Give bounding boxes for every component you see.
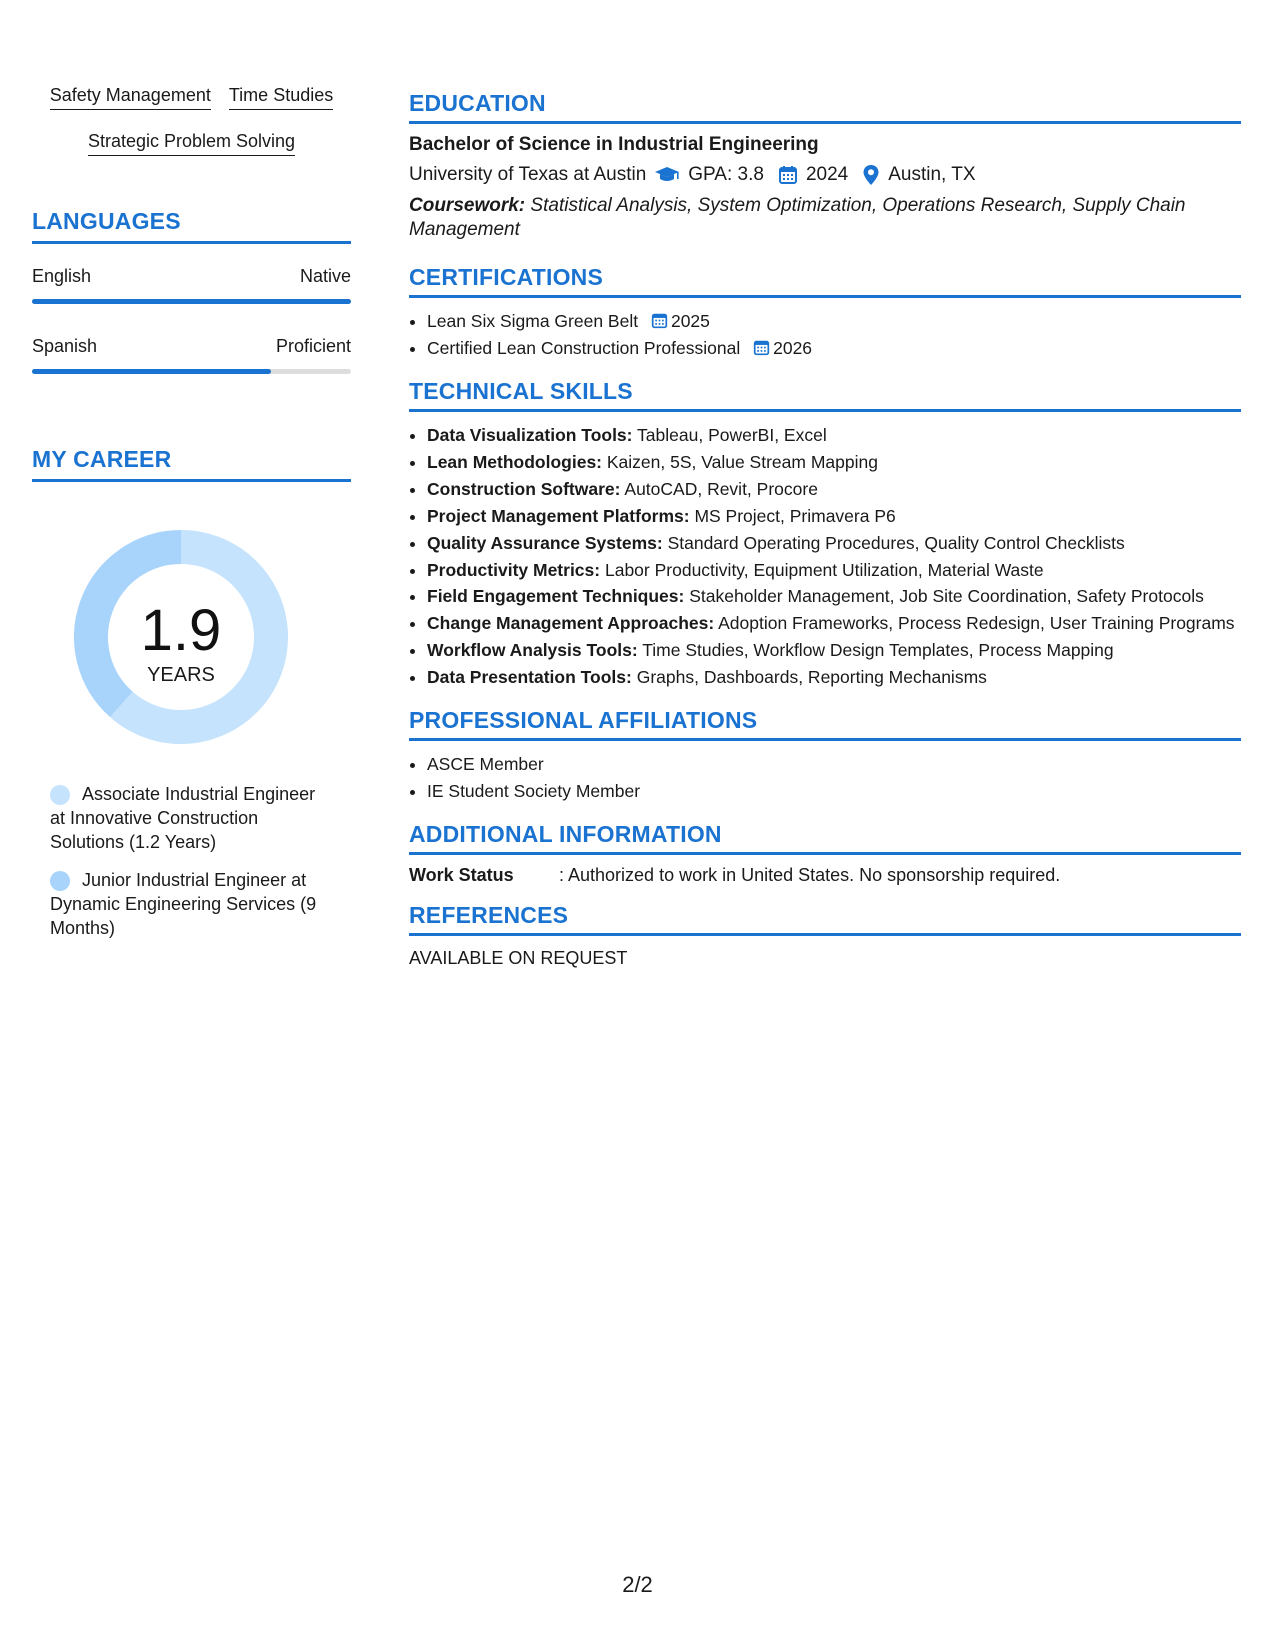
- references-text: AVAILABLE ON REQUEST: [409, 948, 628, 969]
- language-bar-fill: [32, 299, 351, 304]
- coursework-list: Statistical Analysis, System Optimization, Operations Research, Supply Chain Management: [409, 195, 1186, 240]
- skill-key: Data Presentation Tools:: [427, 667, 632, 688]
- language-level: Native: [299, 266, 351, 286]
- location-pin-icon: [862, 164, 880, 186]
- skill-item: [427, 422, 1241, 449]
- certification-year: 2026: [773, 338, 813, 358]
- career-legend-item: [50, 868, 335, 940]
- skill-tag: Strategic Problem Solving: [88, 130, 295, 156]
- skill-item: [427, 583, 1241, 610]
- calendar-icon: [778, 165, 798, 185]
- skill-value: Time Studies, Workflow Design Templates, Process Mapping: [642, 640, 1114, 661]
- language-name: Spanish: [32, 336, 98, 356]
- skill-key: Construction Software:: [427, 478, 621, 499]
- certification-item: [427, 308, 1241, 335]
- technical-skills-list: [409, 422, 1241, 691]
- languages-heading: LANGUAGES: [32, 208, 351, 244]
- career-legend-label: Junior Industrial Engineer at Dynamic Engineering Services (9 Months): [50, 870, 317, 938]
- language-bar: [32, 299, 351, 304]
- career-donut: [66, 522, 296, 752]
- language-bar-fill: [32, 369, 271, 374]
- affiliations-section: [409, 707, 1241, 805]
- work-status-row: [409, 865, 1241, 886]
- career-section: [32, 446, 351, 940]
- legend-dot-icon: [50, 871, 70, 891]
- affiliations-list: [409, 751, 1241, 805]
- certifications-list: [409, 308, 1241, 362]
- career-total-years: 1.9: [140, 598, 222, 663]
- education-section: [409, 90, 1241, 242]
- affiliations-heading: PROFESSIONAL AFFILIATIONS: [409, 707, 1241, 741]
- skill-key: Lean Methodologies:: [427, 451, 602, 472]
- left-column: [32, 84, 351, 954]
- language-level: Proficient: [275, 336, 351, 356]
- certification-item: [427, 335, 1241, 362]
- right-column: [409, 90, 1241, 969]
- gpa: GPA: 3.8: [688, 164, 764, 185]
- career-total-unit: YEARS: [147, 664, 215, 686]
- certification-name: Lean Six Sigma Green Belt: [427, 311, 639, 331]
- work-status-key: Work Status: [409, 865, 514, 886]
- skill-item: [427, 530, 1241, 557]
- work-status-value: : Authorized to work in United States. No sponsorship required.: [559, 865, 1061, 886]
- skill-value: Tableau, PowerBI, Excel: [637, 425, 827, 445]
- skill-tag: Time Studies: [229, 84, 333, 110]
- coursework-label: Coursework:: [409, 195, 526, 216]
- skill-key: Quality Assurance Systems:: [427, 532, 663, 553]
- affiliation-item: • IE Student Society Member: [427, 778, 1241, 805]
- certifications-heading: CERTIFICATIONS: [409, 264, 1241, 298]
- skill-key: Data Visualization Tools:: [427, 425, 633, 445]
- career-legend: [50, 782, 335, 940]
- page-number: 2/2: [622, 1572, 653, 1597]
- additional-info-heading: ADDITIONAL INFORMATION: [409, 821, 1241, 855]
- skill-item: [427, 637, 1241, 664]
- affiliation-item: • ASCE Member: [427, 751, 1241, 778]
- career-legend-item: [50, 782, 335, 854]
- skill-value: Labor Productivity, Equipment Utilization, Material Waste: [604, 559, 1044, 580]
- technical-skills-section: [409, 378, 1241, 691]
- languages-section: [32, 208, 351, 374]
- language-name: English: [32, 266, 92, 286]
- school-name: University of Texas at Austin: [409, 164, 647, 185]
- language-item: [32, 336, 351, 374]
- calendar-icon: [753, 339, 770, 356]
- language-item: [32, 266, 351, 304]
- skill-item: [427, 557, 1241, 584]
- skill-value: Kaizen, 5S, Value Stream Mapping: [606, 451, 878, 472]
- skill-key: Change Management Approaches:: [427, 613, 715, 634]
- skill-item: [427, 449, 1241, 476]
- graduation-year: 2024: [805, 164, 849, 185]
- skill-value: MS Project, Primavera P6: [694, 505, 896, 526]
- certifications-section: [409, 264, 1241, 362]
- skill-value: Standard Operating Procedures, Quality Control Checklists: [667, 532, 1125, 553]
- references-section: [409, 902, 1241, 969]
- legend-dot-icon: [50, 785, 70, 805]
- calendar-icon: [651, 312, 668, 329]
- skill-key: Field Engagement Techniques:: [427, 586, 685, 607]
- skill-key: Project Management Platforms:: [427, 505, 690, 526]
- skill-tag: Safety Management: [50, 84, 211, 110]
- references-heading: REFERENCES: [409, 902, 1241, 936]
- career-legend-label: Associate Industrial Engineer at Innovative Construction Solutions (1.2 Years): [50, 784, 316, 852]
- skill-tags: [32, 84, 351, 156]
- certification-year: 2025: [670, 311, 710, 331]
- skill-item: [427, 476, 1241, 503]
- skill-item: [427, 503, 1241, 530]
- career-heading: MY CAREER: [32, 446, 351, 482]
- degree-title: Bachelor of Science in Industrial Engineering: [409, 134, 819, 155]
- skill-item: [427, 610, 1241, 637]
- skill-value: Graphs, Dashboards, Reporting Mechanisms: [636, 667, 987, 688]
- school-location: Austin, TX: [888, 164, 976, 185]
- education-heading: EDUCATION: [409, 90, 1241, 124]
- graduation-cap-icon: [654, 165, 680, 185]
- certification-name: Certified Lean Construction Professional: [427, 338, 741, 358]
- skill-key: Productivity Metrics:: [427, 559, 601, 580]
- additional-info-section: [409, 821, 1241, 886]
- skill-value: Stakeholder Management, Job Site Coordination, Safety Protocols: [689, 586, 1204, 607]
- skill-key: Workflow Analysis Tools:: [427, 640, 638, 661]
- skill-value: AutoCAD, Revit, Procore: [624, 478, 818, 499]
- education-meta: [409, 164, 1241, 186]
- language-bar: [32, 369, 351, 374]
- technical-skills-heading: TECHNICAL SKILLS: [409, 378, 1241, 412]
- skill-item: [427, 664, 1241, 691]
- coursework: [409, 194, 1241, 242]
- skill-value: Adoption Frameworks, Process Redesign, User Training Programs: [718, 613, 1235, 634]
